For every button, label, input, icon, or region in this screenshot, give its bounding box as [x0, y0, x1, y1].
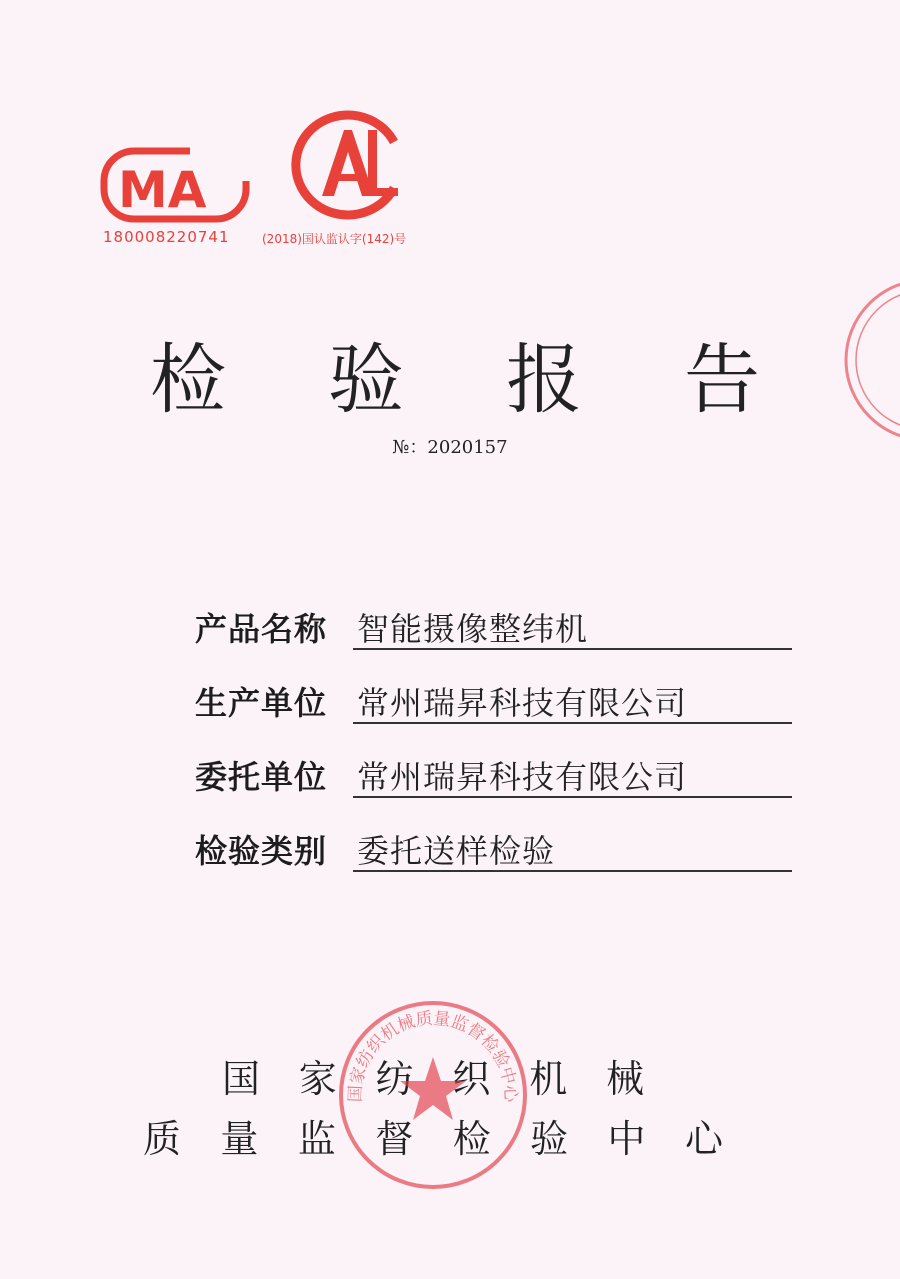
org-char: 验: [530, 1117, 569, 1161]
field-value: 常州瑞昇科技有限公司: [357, 684, 688, 722]
field-label: 生产单位: [195, 684, 328, 722]
seal-text: 国家纺织机械质量监督检验中心: [345, 1008, 521, 1103]
title-char: 告: [684, 335, 760, 424]
edge-seal: [836, 270, 900, 450]
field-manufacturer: [195, 674, 792, 724]
underline: [353, 722, 792, 724]
underline: [353, 796, 792, 798]
org-char: 机: [529, 1057, 568, 1101]
field-product-name: [195, 600, 792, 650]
org-char: 械: [605, 1057, 644, 1101]
field-value: 智能摄像整纬机: [357, 610, 589, 648]
title-char: 验: [328, 335, 404, 424]
svg-text:MA: MA: [118, 161, 207, 219]
cma-certificate-number: 180008220741: [103, 228, 230, 246]
field-value: 委托送样检验: [357, 832, 556, 870]
org-char: 纺: [375, 1057, 414, 1101]
cal-logo: [282, 108, 414, 220]
org-char: 检: [452, 1117, 491, 1161]
underline: [353, 870, 792, 872]
field-label: 产品名称: [195, 610, 328, 648]
org-char: 中: [607, 1117, 646, 1161]
report-number: №：2020157: [392, 437, 508, 458]
cma-logo: [100, 145, 250, 227]
org-char: 织: [452, 1057, 491, 1101]
org-char: 量: [220, 1117, 259, 1161]
underline: [353, 648, 792, 650]
report-title: [150, 335, 760, 425]
org-char: 国: [222, 1057, 261, 1101]
field-inspection-type: [195, 822, 792, 872]
title-char: 报: [506, 335, 582, 424]
cal-certificate-number: (2018)国认监认字(142)号: [262, 232, 407, 246]
org-char: 家: [298, 1057, 337, 1101]
field-label: 检验类别: [195, 832, 328, 870]
org-char: 心: [684, 1117, 723, 1161]
org-char: 督: [375, 1117, 414, 1161]
field-label: 委托单位: [195, 758, 328, 796]
field-value: 常州瑞昇科技有限公司: [357, 758, 688, 796]
field-client: [195, 748, 792, 798]
org-char: 监: [297, 1117, 336, 1161]
org-char: 质: [143, 1117, 182, 1161]
official-seal: [333, 995, 533, 1195]
title-char: 检: [150, 335, 226, 424]
